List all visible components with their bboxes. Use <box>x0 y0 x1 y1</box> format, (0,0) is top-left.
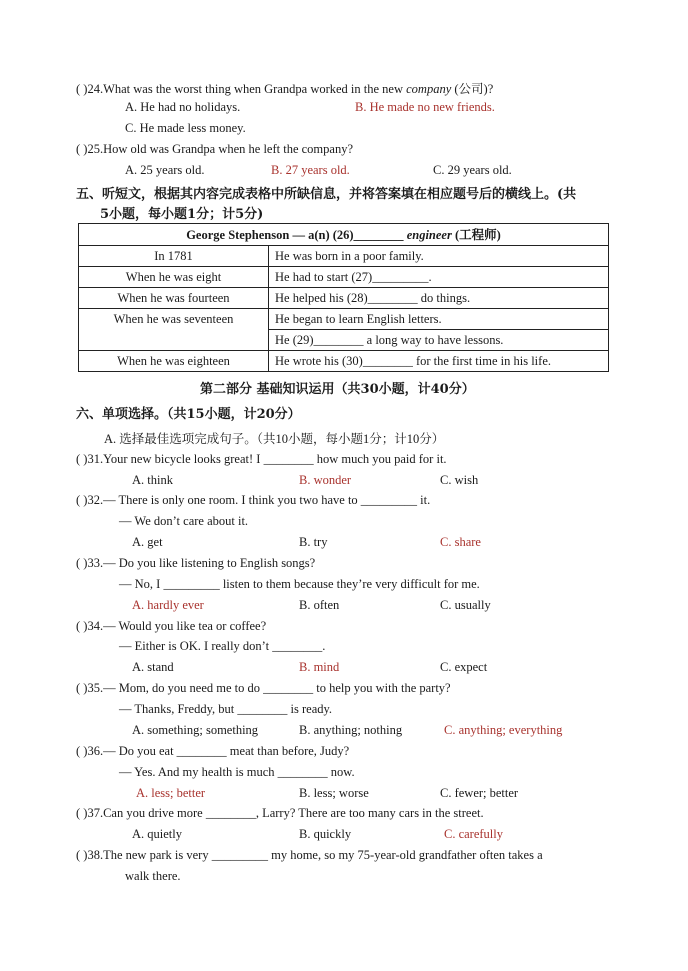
section-5-heading-line1: 五、听短文，根据其内容完成表格中所缺信息，并将答案填在相应题号后的横线上。(共 <box>76 187 577 202</box>
q37-option-a: A. quietly <box>132 827 182 841</box>
q24-option-a: A. He had no holidays. <box>125 100 241 114</box>
q24-text: What was the worst thing when Grandpa worked in the new company (公司)? <box>103 82 494 96</box>
q33-number: ( )33. <box>76 556 104 570</box>
q34-option-c: C. expect <box>440 660 488 674</box>
info-table <box>78 223 609 372</box>
question-35 <box>76 681 451 696</box>
q35-option-b: B. anything; nothing <box>299 723 403 737</box>
q36-number: ( )36. <box>76 744 104 758</box>
q34-option-a: A. stand <box>132 660 174 674</box>
table-row <box>79 288 609 309</box>
q37-option-c: C. carefully <box>444 827 504 841</box>
q38-text: The new park is very _________ my home, so my 75-year-old grandfather often takes a <box>103 848 543 862</box>
q33-option-b: B. often <box>299 598 340 612</box>
question-24 <box>76 79 493 97</box>
q31-option-b: B. wonder <box>299 473 352 487</box>
q35-number: ( )35. <box>76 681 104 695</box>
q24-option-c: C. He made less money. <box>125 121 246 135</box>
q35-text-line2: — Thanks, Freddy, but ________ is ready. <box>119 702 333 716</box>
q32-option-a: A. get <box>132 535 163 549</box>
q36-text-line2: — Yes. And my health is much ________ now. <box>119 765 355 779</box>
q31-text: Your new bicycle looks great! I ________ how much you paid for it. <box>103 452 447 466</box>
table-cell-event: He had to start (27)_________. <box>269 267 609 288</box>
question-37 <box>76 806 484 821</box>
table-row <box>79 246 609 267</box>
q31-option-a: A. think <box>132 473 173 487</box>
question-36 <box>76 744 349 759</box>
question-38 <box>76 848 543 863</box>
q36-option-c: C. fewer; better <box>440 786 519 800</box>
table-cell-event: He helped his (28)________ do things. <box>269 288 609 309</box>
q32-option-c: C. share <box>440 535 481 549</box>
table-cell-time: When he was seventeen <box>79 309 269 351</box>
table-cell-event: He (29)________ a long way to have lessons. <box>269 330 609 351</box>
table-title-row <box>79 224 609 246</box>
q34-number: ( )34. <box>76 619 104 633</box>
table-cell-time: When he was fourteen <box>79 288 269 309</box>
q34-text: — Would you like tea or coffee? <box>103 619 267 633</box>
q31-option-c: C. wish <box>440 473 479 487</box>
q33-option-a: A. hardly ever <box>132 598 204 612</box>
q25-text: How old was Grandpa when he left the company? <box>103 142 353 156</box>
table-cell-time: When he was eighteen <box>79 351 269 372</box>
part-2-heading: 第二部分 基础知识运用（共30小题，计40分） <box>200 382 475 397</box>
section-5-heading-line2: 5小题，每小题1分；计5分) <box>100 207 264 222</box>
q25-option-b: B. 27 years old. <box>271 163 350 177</box>
question-34 <box>76 619 266 634</box>
table-cell-event: He began to learn English letters. <box>269 309 609 330</box>
q34-option-b: B. mind <box>299 660 340 674</box>
question-31 <box>76 452 447 467</box>
q32-text: — There is only one room. I think you two have to _________ it. <box>103 493 431 507</box>
q32-option-b: B. try <box>299 535 328 549</box>
q34-text-line2: — Either is OK. I really don’t ________. <box>119 639 326 653</box>
q25-option-a: A. 25 years old. <box>125 163 205 177</box>
q36-text: — Do you eat ________ meat than before, Judy? <box>103 744 350 758</box>
table-title: George Stephenson — a(n) (26)________ engineer (工程师) <box>79 224 609 246</box>
section-6-heading: 六、单项选择。（共15小题，计20分） <box>76 407 301 422</box>
q25-option-c: C. 29 years old. <box>433 163 512 177</box>
q38-text-line2: walk there. <box>125 869 181 883</box>
question-25 <box>76 142 353 157</box>
q31-number: ( )31. <box>76 452 104 466</box>
q38-number: ( )38. <box>76 848 104 862</box>
table-row <box>79 351 609 372</box>
table-cell-time: When he was eight <box>79 267 269 288</box>
q35-option-c: C. anything; everything <box>444 723 563 737</box>
q24-number: ( )24. <box>76 82 104 96</box>
q24-option-b: B. He made no new friends. <box>355 100 495 114</box>
q36-option-a: A. less; better <box>136 786 206 800</box>
q36-option-b: B. less; worse <box>299 786 369 800</box>
q33-option-c: C. usually <box>440 598 491 612</box>
q37-text: Can you drive more ________, Larry? There are too many cars in the street. <box>103 806 484 820</box>
q35-text: — Mom, do you need me to do ________ to help you with the party? <box>103 681 451 695</box>
question-33 <box>76 556 315 571</box>
q37-number: ( )37. <box>76 806 104 820</box>
q33-text-line2: — No, I _________ listen to them because they’re very difficult for me. <box>119 577 480 591</box>
table-cell-event: He wrote his (30)________ for the first time in his life. <box>269 351 609 372</box>
table-row <box>79 267 609 288</box>
q33-text: — Do you like listening to English songs? <box>103 556 316 570</box>
table-cell-time: In 1781 <box>79 246 269 267</box>
table-row <box>79 309 609 330</box>
question-32 <box>76 493 430 508</box>
q25-number: ( )25. <box>76 142 104 156</box>
q37-option-b: B. quickly <box>299 827 352 841</box>
section-a-instruction: A. 选择最佳选项完成句子。（共10小题，每小题1分；计10分） <box>104 432 445 446</box>
table-cell-event: He was born in a poor family. <box>269 246 609 267</box>
q35-option-a: A. something; something <box>132 723 259 737</box>
q32-text-line2: — We don’t care about it. <box>119 514 249 528</box>
q32-number: ( )32. <box>76 493 104 507</box>
